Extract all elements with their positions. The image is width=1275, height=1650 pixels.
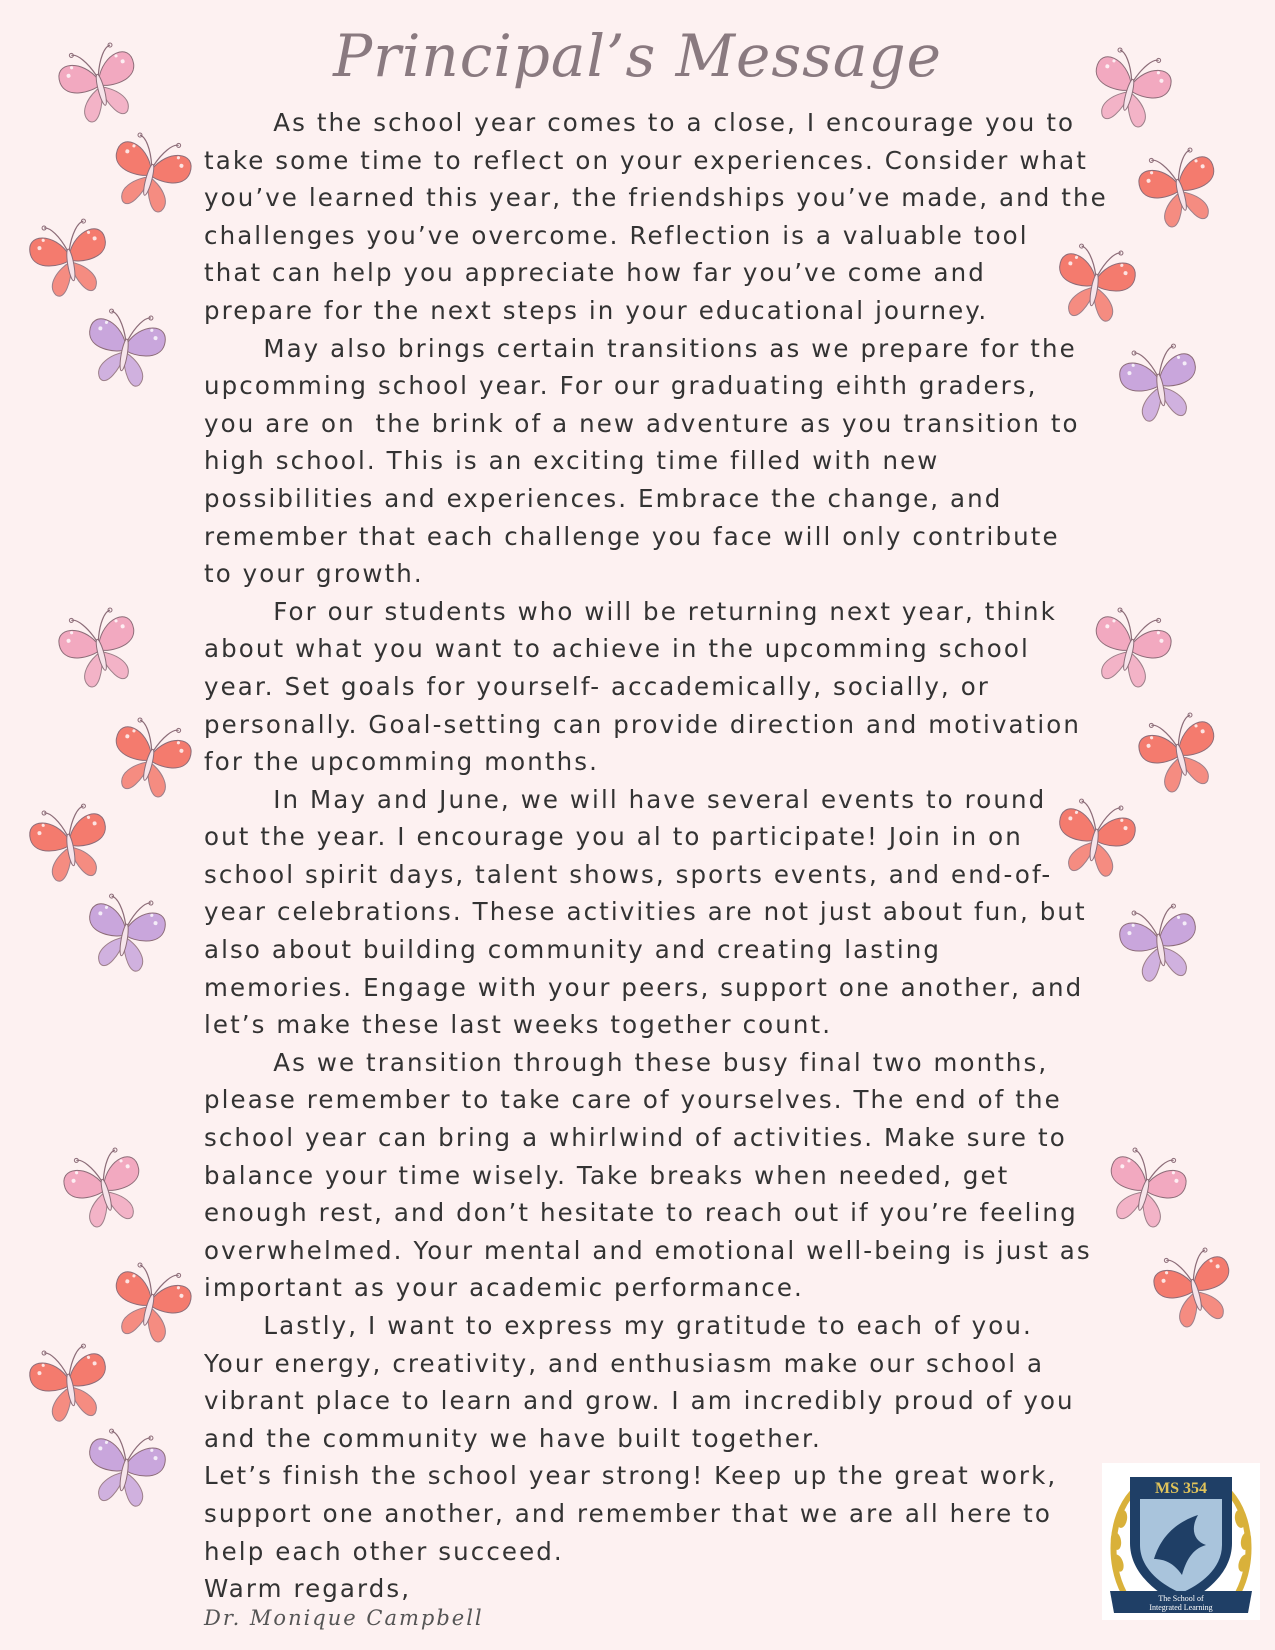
message-line: that can help you appreciate how far you’ve come and bbox=[204, 258, 986, 288]
butterfly-icon bbox=[50, 600, 150, 700]
message-line: for the upcomming months. bbox=[204, 747, 599, 777]
message-line: school year can bring a whirlwind of activities. Make sure to bbox=[204, 1123, 1067, 1153]
message-line: For our students who will be returning next year, think bbox=[204, 596, 1057, 626]
message-line: let’s make these last weeks together count. bbox=[204, 1010, 833, 1040]
message-line: you’ve learned this year, the friendships you’ve made, and the bbox=[204, 183, 1108, 213]
message-line: year. Set goals for yourself- accademically, socially, or bbox=[204, 671, 990, 701]
message-line: possibilities and experiences. Embrace the change, and bbox=[204, 483, 1003, 513]
message-line: enough rest, and don’t hesitate to reach out if you’re feeling bbox=[204, 1198, 1078, 1228]
message-line: In May and June, we will have several events to round bbox=[204, 784, 1047, 814]
message-line: vibrant place to learn and grow. I am incredibly proud of you bbox=[204, 1386, 1075, 1416]
message-line: Your energy, creativity, and enthusiasm make our school a bbox=[204, 1348, 1045, 1378]
message-line: balance your time wisely. Take breaks when needed, get bbox=[204, 1160, 1010, 1190]
message-line: school spirit days, talent shows, sports events, and end-of- bbox=[204, 859, 1053, 889]
message-line: remember that each challenge you face will only contribute bbox=[204, 521, 1060, 551]
message-line: challenges you’ve overcome. Reflection is a valuable tool bbox=[204, 220, 1029, 250]
message-line: and the community we have built together. bbox=[204, 1423, 822, 1453]
message-line: May also brings certain transitions as we prepare for the bbox=[204, 333, 1077, 363]
butterfly-icon bbox=[1095, 1140, 1195, 1240]
logo-ribbon-line2: Integrated Learning bbox=[1149, 1603, 1213, 1612]
butterfly-icon bbox=[1110, 895, 1210, 995]
butterfly-icon bbox=[20, 210, 120, 310]
butterfly-icon bbox=[55, 1140, 155, 1240]
message-line: help each other succeed. bbox=[204, 1536, 564, 1566]
message-body bbox=[204, 104, 1108, 1608]
message-line: also about building community and creating lasting bbox=[204, 935, 942, 965]
butterfly-icon bbox=[1045, 235, 1145, 335]
message-line: take some time to reflect on your experiences. Consider what bbox=[204, 145, 1088, 175]
school-logo bbox=[1102, 1463, 1260, 1620]
butterfly-icon bbox=[1145, 1240, 1245, 1340]
message-line: As the school year comes to a close, I encourage you to bbox=[204, 108, 1076, 137]
message-line: please remember to take care of yourselves. The end of the bbox=[204, 1085, 1062, 1115]
logo-badge-text: MS 354 bbox=[1155, 1480, 1207, 1497]
page-title: Principal’s Message bbox=[333, 22, 942, 90]
message-line: out the year. I encourage you al to participate! Join in on bbox=[204, 822, 1023, 852]
message-line: memories. Engage with your peers, support one another, and bbox=[204, 972, 1084, 1002]
message-line: Lastly, I want to express my gratitude to each of you. bbox=[204, 1311, 1033, 1340]
message-line: you are on the brink of a new adventure as you transition to bbox=[204, 408, 1080, 438]
message-line: support one another, and remember that we are all here to bbox=[204, 1498, 1052, 1528]
butterfly-icon bbox=[20, 795, 120, 895]
logo-ribbon-line1: The School of bbox=[1158, 1594, 1204, 1603]
message-line: high school. This is an exciting time filled with new bbox=[204, 446, 940, 476]
message-line: to your growth. bbox=[204, 559, 424, 589]
butterfly-icon bbox=[50, 35, 150, 135]
message-line: Warm regards, bbox=[204, 1574, 412, 1604]
message-line: personally. Goal-setting can provide direction and motivation bbox=[204, 709, 1081, 739]
message-line: upcomming school year. For our graduating eihth graders, bbox=[204, 371, 1038, 401]
butterfly-icon bbox=[1110, 335, 1210, 435]
message-line: year celebrations. These activities are not just about fun, but bbox=[204, 897, 1087, 927]
butterfly-icon bbox=[1130, 140, 1230, 240]
butterfly-icon bbox=[1045, 790, 1145, 890]
butterfly-icon bbox=[1080, 600, 1180, 700]
message-line: Let’s finish the school year strong! Keep up the great work, bbox=[204, 1461, 1058, 1491]
butterfly-icon bbox=[75, 885, 175, 985]
message-line: As we transition through these busy final two months, bbox=[204, 1047, 1049, 1077]
signature: Dr. Monique Campbell bbox=[204, 1606, 484, 1630]
school-crest-icon bbox=[1102, 1463, 1260, 1620]
message-line: overwhelmed. Your mental and emotional well-being is just as bbox=[204, 1235, 1092, 1265]
message-line: about what you want to achieve in the upcomming school bbox=[204, 634, 1030, 664]
message-line: important as your academic performance. bbox=[204, 1273, 804, 1303]
message-line: prepare for the next steps in your educational journey. bbox=[204, 295, 989, 325]
butterfly-icon bbox=[1080, 40, 1180, 140]
butterfly-icon bbox=[75, 300, 175, 400]
butterfly-icon bbox=[75, 1420, 175, 1520]
butterfly-icon bbox=[1130, 705, 1230, 805]
